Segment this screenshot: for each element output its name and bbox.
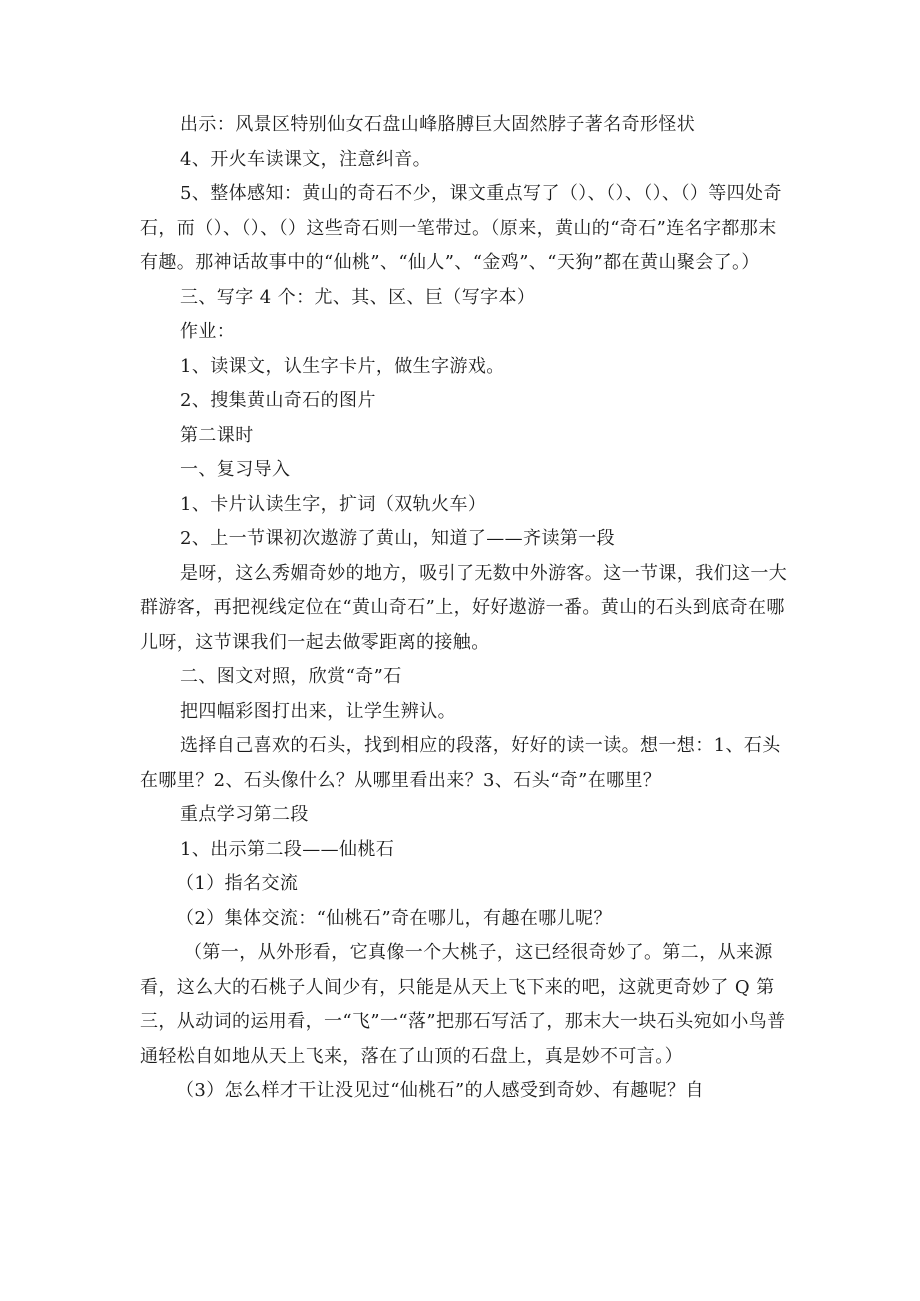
paragraph-show-pictures: 把四幅彩图打出来，让学生辨认。 — [180, 700, 456, 722]
paragraph-homework-heading: 作业： — [180, 321, 236, 342]
paragraph-last-lesson: 2、上一节课初次遨游了黄山，知道了——齐读第一段 — [180, 528, 616, 549]
paragraph-overall-perception: 5、整体感知：黄山的奇石不少，课文重点写了（）、（）、（）、（）等四处奇石，而（）、（）、（）这些奇石则一笔带过。（原来，黄山的“奇石”连名字都那末有趣。那神话故事中的“仙桃”、“仙人”、“金鸡”、“天狗”都在黄山聚会了。） — [140, 183, 782, 273]
paragraph-explanation: （第一，从外形看，它真像一个大桃子，这已经很奇妙了。第二，从来源看，这么大的石桃子人间少有，只能是从天上飞下来的吧，这就更奇妙了 Q 第三，从动词的运用看，一“飞”一“落”把那石写活了，那末大一块石头宛如小鸟普通轻松自如地从天上飞来，落在了山顶的石盘上，真是妙不可言。） — [140, 942, 786, 1067]
paragraph-group-exchange: （2）集体交流：“仙桃石”奇在哪儿，有趣在哪儿呢？ — [176, 907, 612, 929]
paragraph-intro-speech: 是呀，这么秀媚奇妙的地方，吸引了无数中外游客。这一节课，我们这一大群游客，再把视线定位在“黄山奇石”上，好好遨游一番。黄山的石头到底奇在哪儿呀，这节课我们一起去做零距离的接触。 — [140, 562, 788, 653]
paragraph-card-reading: 1、卡片认读生字，扩词（双轨火车） — [180, 493, 487, 515]
paragraph-question-three: （3）怎么样才干让没见过“仙桃石”的人感受到奇妙、有趣呢？自 — [176, 1080, 704, 1101]
paragraph-review-intro: 一、复习导入 — [180, 459, 291, 480]
paragraph-homework-1: 1、读课文，认生字卡片，做生字游戏。 — [180, 355, 505, 377]
paragraph-named-exchange: （1）指名交流 — [176, 873, 299, 894]
paragraph-train-reading: 4、开火车读课文，注意纠音。 — [180, 148, 432, 170]
paragraph-show-peach-stone: 1、出示第二段——仙桃石 — [180, 838, 395, 860]
paragraph-image-text-heading: 二、图文对照，欣赏“奇”石 — [180, 666, 402, 687]
paragraph-choose-stone: 选择自己喜欢的石头，找到相应的段落，好好的读一读。想一想：1、石头在哪里？2、石头像什么？从哪里看出来？3、石头“奇”在哪里？ — [140, 735, 781, 791]
paragraph-focus-section-two: 重点学习第二段 — [180, 804, 309, 825]
paragraph-vocab-display: 出示：风景区特别仙女石盘山峰胳膊巨大固然脖子著名奇形怪状 — [180, 114, 696, 135]
paragraph-second-lesson-heading: 第二课时 — [180, 424, 254, 446]
paragraph-writing-characters: 三、写字 4 个：尤、其、区、巨（写字本） — [180, 286, 536, 308]
document-body — [140, 108, 790, 1109]
paragraph-homework-2: 2、搜集黄山奇石的图片 — [180, 390, 376, 411]
